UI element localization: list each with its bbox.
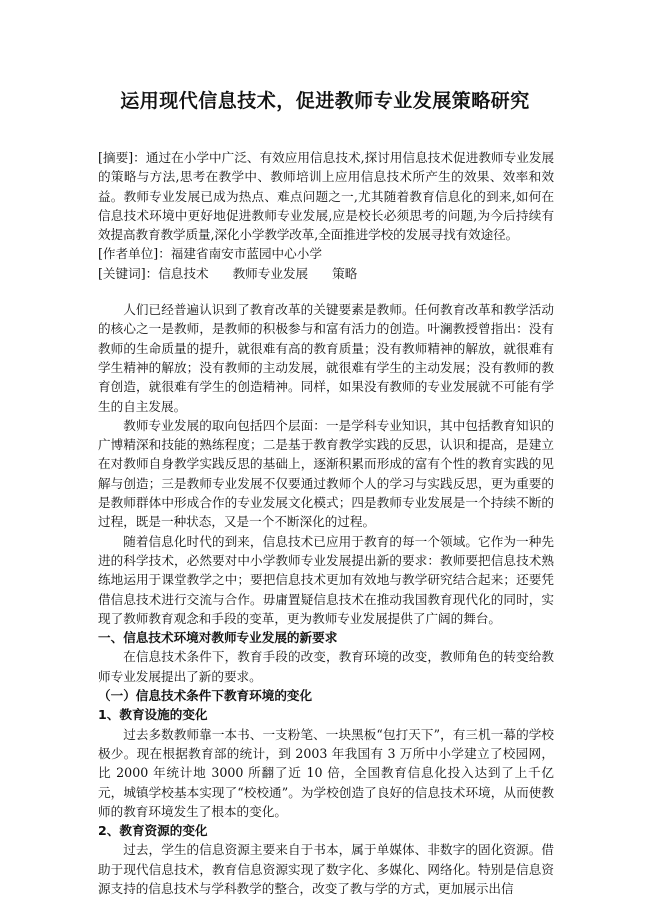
subsection-1-heading: （一）信息技术条件下教育环境的变化: [98, 688, 313, 704]
author-unit-value: ：福建省南安市蓝园中心小学: [158, 246, 322, 262]
keyword-2: 教师专业发展: [232, 265, 309, 281]
document-title: 运用现代信息技术，促进教师专业发展策略研究: [120, 90, 530, 112]
body-paragraph-2: 教师专业发展的取向包括四个层面：一是学科专业知识，其中包括教育知识的广博精深和技能的熟练程度；二是基于教育教学实践的反思，认识和提高，是建立在对教师自身教学实践反思的基础上，逐渐积累而形成的富有个性的教育实践的见解与创造；三是教师专业发展不仅要通过教师个人的学习与实践反思，更为重要的是教师群体中形成合作的专业发展文化模式；四是教师专业发展是一个持续不断的过程，既是一种状态，又是一个不断深化的过程。: [98, 417, 554, 530]
section-1-text: 在信息技术条件下，教育手段的改变，教育环境的改变，教师角色的转变给教师专业发展提出了新的要求。: [98, 649, 554, 684]
keywords: [98, 264, 554, 283]
author-unit-label: [作者单位]: [98, 246, 159, 262]
item-2-heading: 2、教育资源的变化: [98, 823, 208, 839]
keywords-label: [关键词]: [98, 265, 146, 281]
author-unit: [98, 244, 554, 263]
body-paragraph-3: 随着信息化时代的到来，信息技术已应用于教育的每一个领域。它作为一种先进的科学技术，必然要对中小学教师专业发展提出新的要求：教师要把信息技术熟练地运用于课堂教学之中；要把信息技术更加有效地与教学研究结合起来；还要凭借信息技术进行交流与合作。毋庸置疑信息技术在推动我国教育现代化的同时，实现了教师教育观念和手段的变革，更为教师专业发展提供了广阔的舞台。: [98, 533, 554, 626]
document-body: [98, 148, 554, 898]
item-1-text: 过去多数教师靠一本书、一支粉笔、一块黑板“包打天下”，有三机一幕的学校极少。现在根据教育部的统计，到 2003 年我国有 3 万所中小学建立了校园网，比 2000 年统计地 3000 所翻了近 10 倍，全国教育信息化投入达到了上千亿元，城镇学校基本实现了“校校通”。为学校创造了良好的信息技术环境，从而使教师的教育环境发生了根本的变化。: [98, 726, 554, 819]
abstract-paragraph: [98, 148, 554, 244]
abstract-label: [摘要]: [98, 150, 134, 165]
keyword-3: 策略: [332, 265, 358, 281]
abstract-text: ：通过在小学中广泛、有效应用信息技术,探讨用信息技术促进教师专业发展的策略与方法,思考在教学中、教师培训上应用信息技术所产生的效果、效率和效益。教师专业发展已成为热点、难点问题之一,尤其随着教育信息化的到来,如何在信息技术环境中更好地促进教师专业发展,应是校长必须思考的问题,为今后持续有效提高教育教学质量,深化小学教学改革,全面推进学校的发展寻找有效途径。: [98, 150, 554, 243]
keyword-1: ：信息技术: [145, 265, 209, 281]
spacer: [98, 283, 554, 300]
item-1-heading: 1、教育设施的变化: [98, 707, 208, 723]
body-paragraph-1: 人们已经普遍认识到了教育改革的关键要素是教师。任何教育改革和教学活动的核心之一是教师，是教师的积极参与和富有活力的创造。叶澜教授曾指出：没有教师的生命质量的提升，就很难有高的教育质量；没有教师精神的解放，就很难有学生精神的解放；没有教师的主动发展，就很难有学生的主动发展；没有教师的教育创造，就很难有学生的创造精神。同样，如果没有教师的专业发展就不可能有学生的自主发展。: [98, 302, 554, 414]
section-1-heading: 一、信息技术环境对教师专业发展的新要求: [98, 630, 338, 646]
item-2-text: 过去，学生的信息资源主要来自于书本，属于单媒体、非数字的固化资源。借助于现代信息技术，教育信息资源实现了数字化、多媒化、网络化。特别是信息资源支持的信息技术与学科教学的整合，改变了教与学的方式，更加展示出信: [98, 842, 554, 896]
